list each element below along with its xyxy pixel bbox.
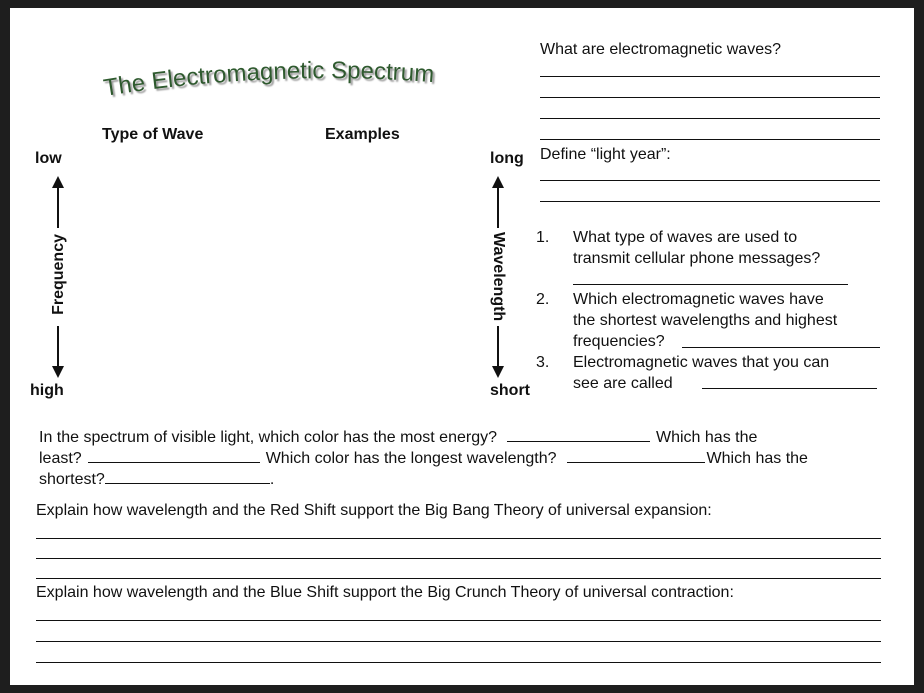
answer-line[interactable] (682, 347, 880, 348)
question-2-line: Which electromagnetic waves have (573, 291, 824, 308)
answer-line[interactable] (36, 538, 881, 539)
answer-line[interactable] (702, 388, 877, 389)
visible-light-line-2 (39, 448, 808, 468)
arrow-down-icon (52, 366, 64, 378)
paragraph-text: Which color has the longest wavelength? (265, 450, 557, 467)
arrow-line (497, 326, 499, 368)
answer-blank[interactable] (88, 448, 260, 463)
answer-line[interactable] (36, 558, 881, 559)
answer-line[interactable] (573, 284, 848, 285)
answer-line[interactable] (540, 118, 880, 119)
question-number: 2. (536, 291, 550, 308)
wavelength-label: Wavelength (490, 232, 507, 322)
answer-blank[interactable] (567, 448, 705, 463)
question-1-line: What type of waves are used to (573, 229, 798, 246)
question-3-line: see are called (573, 375, 673, 392)
frequency-low-label: low (35, 150, 62, 167)
frequency-high-label: high (30, 382, 64, 399)
question-number: 3. (536, 354, 550, 371)
question-1-line: transmit cellular phone messages? (573, 250, 821, 267)
arrow-down-icon (492, 366, 504, 378)
question-2-line: frequencies? (573, 333, 665, 350)
type-of-wave-header: Type of Wave (102, 126, 204, 143)
visible-light-line-1 (39, 427, 757, 447)
question-3-line: Electromagnetic waves that you can (573, 354, 830, 371)
visible-light-line-3 (39, 469, 274, 489)
answer-blank[interactable] (507, 427, 650, 442)
answer-line[interactable] (540, 201, 880, 202)
question-em-waves: What are electromagnetic waves? (540, 41, 781, 58)
explain-red-shift: Explain how wavelength and the Red Shift support the Big Bang Theory of universal expansion: (36, 502, 712, 519)
arrow-line (57, 326, 59, 368)
answer-line[interactable] (540, 76, 880, 77)
worksheet-title (95, 48, 475, 108)
paragraph-text: Which has the (706, 450, 808, 467)
svg-text:The Electromagnetic Spectrum: The Electromagnetic Spectrum (101, 57, 436, 102)
answer-line[interactable] (36, 641, 881, 642)
question-2-line: the shortest wavelengths and highest (573, 312, 838, 329)
answer-line[interactable] (36, 620, 881, 621)
examples-header: Examples (325, 126, 400, 143)
paragraph-text: shortest? (39, 471, 105, 488)
answer-line[interactable] (540, 97, 880, 98)
wavelength-short-label: short (490, 382, 530, 399)
paragraph-text: . (269, 471, 275, 488)
paragraph-text: least? (39, 450, 82, 467)
answer-line[interactable] (540, 139, 880, 140)
paragraph-text: In the spectrum of visible light, which color has the most energy? (39, 429, 497, 446)
arrow-line (497, 186, 499, 228)
answer-line[interactable] (36, 578, 881, 579)
question-light-year: Define “light year”: (540, 146, 671, 163)
frequency-label: Frequency (50, 234, 67, 315)
answer-line[interactable] (36, 662, 881, 663)
paragraph-text: Which has the (656, 429, 758, 446)
answer-line[interactable] (540, 180, 880, 181)
explain-blue-shift: Explain how wavelength and the Blue Shift support the Big Crunch Theory of universal contraction: (36, 584, 734, 601)
question-number: 1. (536, 229, 550, 246)
answer-blank[interactable] (105, 469, 270, 484)
arrow-line (57, 186, 59, 228)
wavelength-long-label: long (490, 150, 524, 167)
worksheet-page (10, 8, 914, 685)
